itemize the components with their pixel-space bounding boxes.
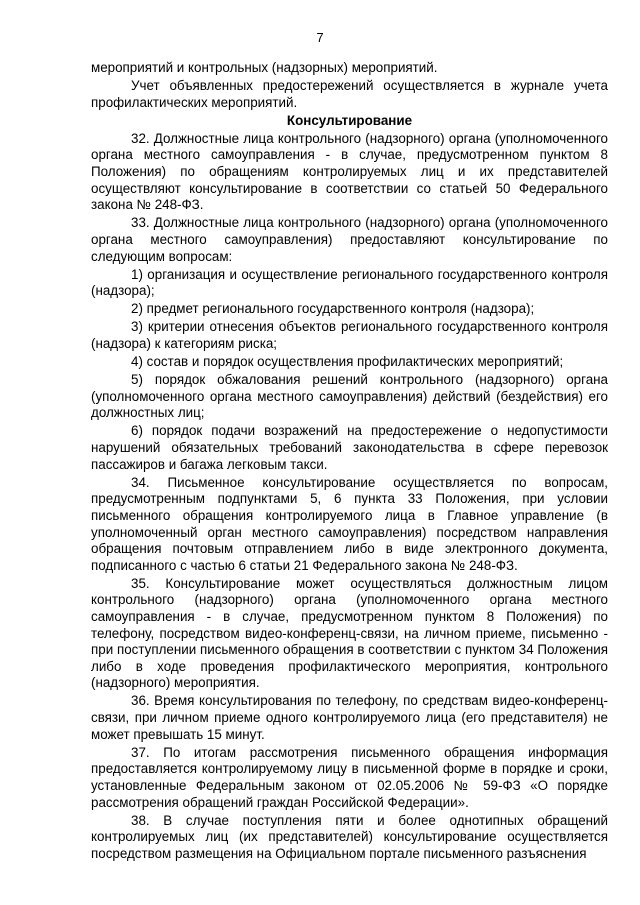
list-item-5: 5) порядок обжалования решений контрольного (надзорного) органа (уполномоченного органа местного самоуправления) действий (бездействия) его должностных лиц;	[91, 372, 608, 421]
list-item-4: 4) состав и порядок осуществления профилактических мероприятий;	[131, 354, 564, 370]
paragraph-38: 38. В случае поступления пяти и более однотипных обращений контролируемых лиц (их представителей) консультирование осуществляется посредством размещения на Официальном портале письменного разъяснения	[91, 812, 608, 861]
page-number: 7	[316, 30, 324, 45]
document-body	[91, 60, 608, 864]
list-item-3: 3) критерии отнесения объектов регионального государственного контроля (надзора) к категориям риска;	[91, 319, 608, 351]
list-item-6: 6) порядок подачи возражений на предостережение о недопустимости нарушений обязательных требований законодательства в сфере перевозок пассажиров и багажа легковым такси.	[91, 423, 608, 472]
paragraph-33: 33. Должностные лица контрольного (надзорного) органа (уполномоченного органа местного самоуправления) предоставляют консультирование по следующим вопросам:	[91, 215, 608, 264]
paragraph-35: 35. Консультирование может осуществляться должностным лицом контрольного (надзорного) органа (уполномоченного органа местного самоуправления - в случае, предусмотренном пунктом 8 Положения) по телефону, посредством видео-конференц-связи, на личном приеме, письменно - при поступлении письменного обращения в соответствии с пунктом 34 Положения либо в ходе проведения профилактического мероприятия, контрольного (надзорного) мероприятия.	[91, 575, 608, 691]
section-heading: Консультирование	[286, 112, 413, 128]
list-item-1: 1) организация и осуществление регионального государственного контроля (надзора);	[91, 266, 608, 299]
paragraph-continuation: мероприятий и контрольных (надзорных) мероприятий.	[91, 60, 438, 75]
paragraph-34: 34. Письменное консультирование осуществляется по вопросам, предусмотренным подпунктами 5, 6 пункта 33 Положения, при условии письменного обращения контролируемого лица в Главное управление (в уполномоченный орган местного самоуправления) посредством направления обращения почтовым отправлением либо в виде электронного документа, подписанного с частью 6 статьи 21 Федерального закона № 248-ФЗ.	[91, 474, 608, 573]
paragraph-37: 37. По итогам рассмотрения письменного обращения информация предоставляется контролируемому лицу в письменной форме в порядке и сроки, установленные Федеральным законом от 02.05.2006 № 59-ФЗ «О порядке рассмотрения обращений граждан Российской Федерации».	[91, 744, 608, 810]
paragraph-warnings-journal: Учет объявленных предостережений осуществляется в журнале учета профилактических мероприятий.	[91, 78, 608, 110]
paragraph-32: 32. Должностные лица контрольного (надзорного) органа (уполномоченного органа местного самоуправления - в случае, предусмотренном пунктом 8 Положения) по обращениям контролируемых лиц и их представителей осуществляют консультирование в соответствии со статьей 50 Федерального закона № 248-ФЗ.	[91, 130, 608, 213]
list-item-2: 2) предмет регионального государственного контроля (надзора);	[131, 301, 535, 317]
paragraph-36: 36. Время консультирования по телефону, по средствам видео-конференц-связи, при личном приеме одного контролируемого лица (его представителя) не может превышать 15 минут.	[91, 693, 608, 742]
